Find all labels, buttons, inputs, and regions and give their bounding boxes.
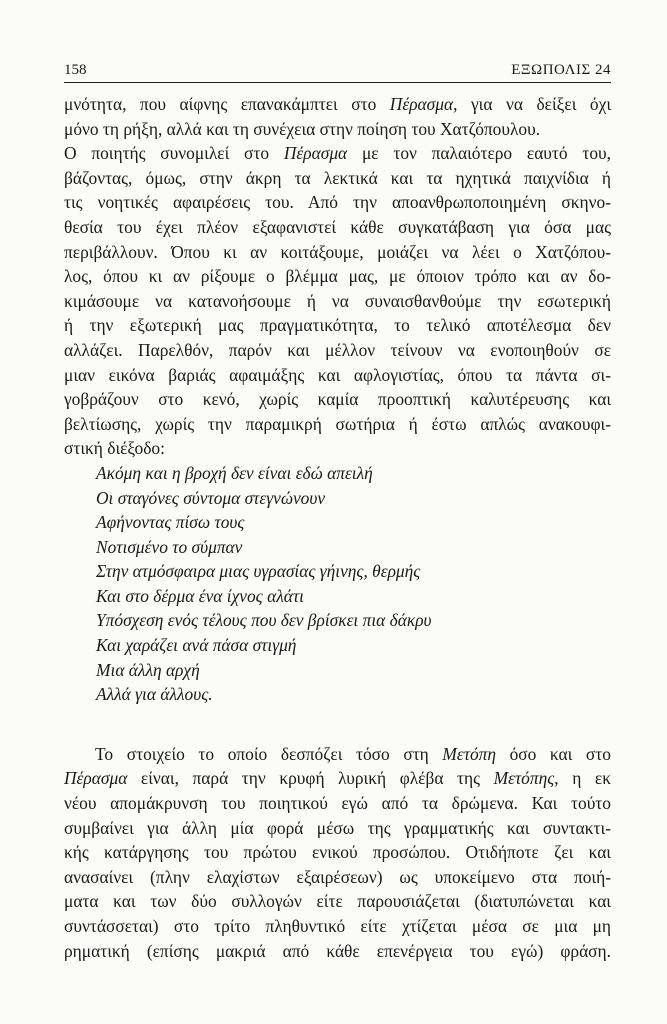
- text-line: [64, 117, 611, 142]
- italic-title: Μετόπης: [493, 768, 555, 789]
- verse-line: Αφήνοντας πίσω τους: [96, 512, 245, 533]
- verse-quotation: [64, 461, 611, 707]
- text-line: [64, 766, 611, 791]
- paragraph-1: [64, 92, 611, 461]
- text-line: [64, 313, 611, 338]
- verse-line: Στην ατμόσφαιρα μιας υγρασίας γήινης, θερμής: [96, 561, 421, 582]
- text-run: βελτίωσης, χωρίς την παραμικρή σωτήρια ή έστω απλώς ανακουφι-: [64, 413, 611, 434]
- text-line: [64, 215, 611, 240]
- text-line: [64, 141, 611, 166]
- text-line: [64, 865, 611, 890]
- verse-line: Και στο δέρμα ένα ίχνος αλάτι: [96, 585, 304, 606]
- text-line: [64, 92, 611, 117]
- running-title: ΕΞΩΠΟΛΙΣ 24: [511, 62, 611, 78]
- running-header: [64, 60, 611, 83]
- italic-title: Πέρασμα: [64, 768, 128, 789]
- text-run: περιβάλλουν. Όπου κι αν κοιτάξουμε, μοιάζει να λέει ο Χατζόπου-: [64, 241, 611, 262]
- text-line: [64, 889, 611, 914]
- text-line: [64, 289, 611, 314]
- text-run: Το στοιχείο το οποίο δεσπόζει τόσο στη: [95, 743, 443, 764]
- text-line: [64, 387, 611, 412]
- text-line: [64, 791, 611, 816]
- text-run: κής κατάργησης του πρώτου ενικού προσώπου. Οτιδήποτε ζει και: [64, 842, 611, 863]
- page-number: 158: [64, 62, 87, 78]
- page-body: [64, 92, 611, 963]
- text-run: ρηματική (επίσης μακριά από κάθε επενέργεια του εγώ) φράση.: [64, 940, 611, 961]
- text-run: συμβαίνει για άλλη μία φορά μέσω της γραμματικής και συντακτι-: [64, 817, 611, 838]
- text-run: με τον παλαιότερο εαυτό του,: [347, 143, 611, 164]
- text-run: Ο ποιητής συνομιλεί στο: [64, 143, 284, 164]
- verse-line: Ακόμη και η βροχή δεν είναι εδώ απειλή: [96, 462, 373, 483]
- text-run: κιμάσουμε να κατανοήσουμε ή να συναισθανθούμε την εσωτερική: [64, 290, 611, 311]
- text-line: [64, 939, 611, 964]
- text-line: [64, 240, 611, 265]
- paragraph-2: [64, 742, 611, 963]
- text-line: [64, 190, 611, 215]
- italic-title: Πέρασμα: [389, 94, 454, 114]
- text-run: στική διέξοδο:: [64, 438, 165, 459]
- text-run: συντάσσεται) στο τρίτο πληθυντικό είτε χτίζεται μέσα σε μια μη: [64, 916, 611, 936]
- text-run: ματα και των δύο συλλογών είτε παρουσιάζεται (διατυπώνεται και: [64, 891, 611, 912]
- text-run: , για να δείξει όχι: [453, 94, 611, 114]
- text-line: [64, 816, 611, 841]
- text-line: [64, 914, 611, 939]
- text-line: [64, 840, 611, 865]
- verse-line: Και χαράζει ανά πάσα στιγμή: [96, 635, 297, 656]
- text-line: [64, 363, 611, 388]
- text-run: μνότητα, που αίφνης επανακάμπτει στο: [64, 94, 390, 114]
- text-run: ανασαίνει (πλην ελαχίστων εξαιρέσεων) ως υποκείμενο στα ποιή-: [64, 866, 611, 887]
- verse-line: Υπόσχεση ενός τέλους που δεν βρίσκει πια δάκρυ: [96, 610, 432, 631]
- text-line: [64, 436, 611, 461]
- text-run: γοβράζουν στο κενό, χωρίς καμία προοπτική καλυτέρευσης και: [64, 389, 611, 410]
- italic-title: Μετόπη: [442, 743, 496, 764]
- text-run: τις νοητικές αφαιρέσεις του. Από την αποανθρωποποιημένη σκηνο-: [64, 192, 611, 213]
- text-run: μιαν εικόνα βαριάς αφαιμάξης και αφλογιστίας, όπου τα πάντα σι-: [64, 364, 611, 385]
- text-run: , η εκ: [554, 768, 611, 789]
- text-run: είναι, παρά την κρυφή λυρική φλέβα της: [127, 768, 494, 789]
- text-run: θεσία του έχει πλέον εξαφανιστεί κάθε συγκατάβαση για όσα μας: [64, 216, 611, 237]
- verse-line: Μια άλλη αρχή: [96, 659, 200, 680]
- text-run: όσο και στο: [495, 743, 611, 764]
- text-line: [64, 412, 611, 437]
- text-run: βάζοντας, όμως, στην άκρη τα λεκτικά και τα ηχητικά παιχνίδια ή: [64, 167, 611, 188]
- verse-line: Αλλά για άλλους.: [96, 684, 213, 705]
- text-run: μόνο τη ρήξη, αλλά και τη συνέχεια στην ποίηση του Χατζόπουλου.: [64, 118, 541, 139]
- text-run: λος, όπου κι αν ρίξουμε ο βλέμμα μας, με όποιον τρόπο και αν δο-: [64, 266, 611, 287]
- text-run: αλλάζει. Παρελθόν, παρόν και μέλλον τείνουν να ενοποιηθούν σε: [64, 339, 611, 360]
- text-line: [64, 742, 611, 767]
- text-line: [64, 166, 611, 191]
- text-run: ή την εξωτερική μας πραγματικότητα, το τελικό αποτέλεσμα δεν: [64, 315, 611, 336]
- italic-title: Πέρασμα: [283, 143, 348, 164]
- text-line: [64, 338, 611, 363]
- verse-line: Νοτισμένο το σύμπαν: [96, 536, 243, 557]
- verse-line: Οι σταγόνες σύντομα στεγνώνουν: [96, 487, 326, 508]
- text-line: [64, 264, 611, 289]
- text-run: νέου απομάκρυνση του ποιητικού εγώ από τα δρώμενα. Και τούτο: [64, 793, 611, 814]
